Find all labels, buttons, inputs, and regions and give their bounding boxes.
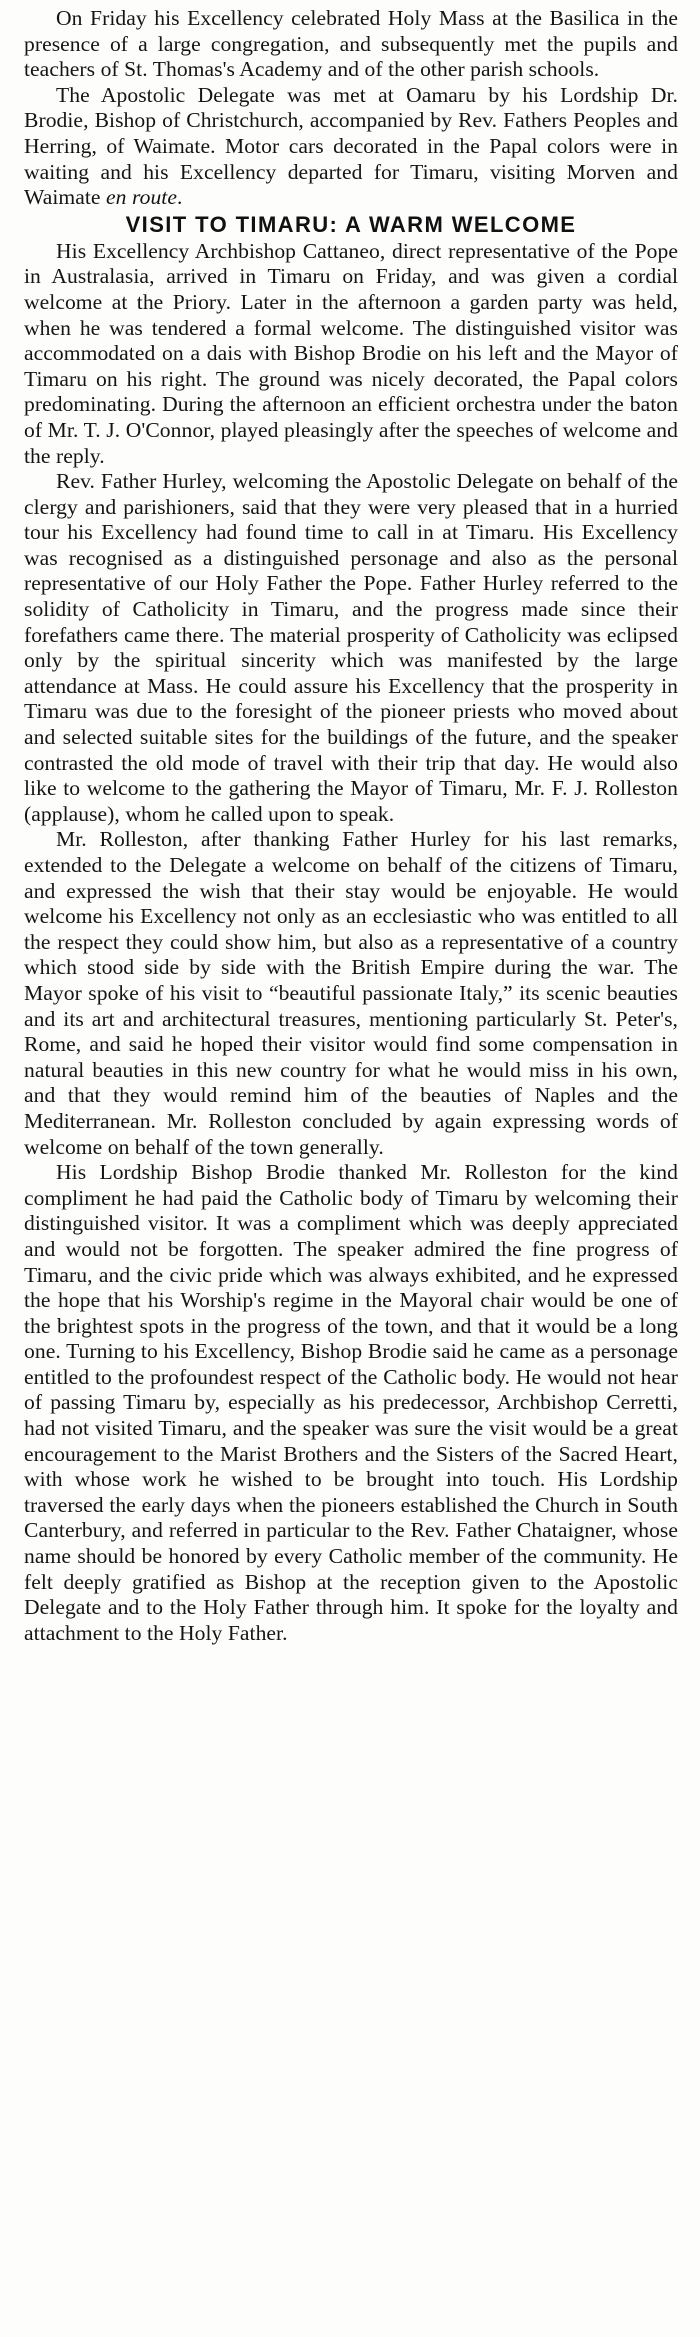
intro-paragraph-italic-phrase: en route [106,185,177,210]
paragraph-arrival-timaru: His Excellency Archbishop Cattaneo, direct representative of the Pope in Australasia, arrived in Timaru on Friday, and was given a cordial welcome at the Priory. Later in the afternoon a garden party was held, when he was tendered a formal welcome. The distinguished visitor was accommodated on a dais with Bishop Brodie on his left and the Mayor of Timaru on his right. The ground was nicely decorated, the Papal colors predominating. During the afternoon an efficient orchestra under the baton of Mr. T. J. O'Connor, played pleasingly after the speeches of welcome and the reply. [24,238,678,468]
paragraph-father-hurley: Rev. Father Hurley, welcoming the Apostolic Delegate on behalf of the clergy and parishioners, said that they were very pleased that in a hurried tour his Excellency had found time to call in at Timaru. His Excellency was recognised as a distinguished personage and also as the personal representative of our Holy Father the Pope. Father Hurley referred to the solidity of Catholicity in Timaru, and the progress made since their forefathers came there. The material prosperity of Catholicity was eclipsed only by the spiritual sincerity which was manifested by the large attendance at Mass. He could assure his Excellency that the prosperity in Timaru was due to the foresight of the pioneer priests who moved about and selected suitable sites for the buildings of the future, and the speaker contrasted the old mode of travel with their trip that day. He would also like to welcome to the gathering the Mayor of Timaru, Mr. F. J. Rolleston (applause), whom he called upon to speak. [24,469,678,826]
intro-paragraph-delegate-text: The Apostolic Delegate was met at Oamaru by his Lordship Dr. Brodie, Bishop of Christchurch, accompanied by Rev. Fathers Peoples and Herring, of Waimate. Motor cars decorated in the Papal colors were in waiting and his Excellency departed for Timaru, visiting Morven and Waimate [24,82,678,210]
paragraph-bishop-brodie: His Lordship Bishop Brodie thanked Mr. Rolleston for the kind compliment he had paid the Catholic body of Timaru by welcoming their distinguished visitor. It was a compliment which was deeply appreciated and would not be forgotten. The speaker admired the fine progress of Timaru, and the civic pride which was always exhibited, and he expressed the hope that his Worship's regime in the Mayoral chair would be one of the brightest spots in the progress of the town, and that it would be a long one. Turning to his Excellency, Bishop Brodie said he came as a personage entitled to the profoundest respect of the Catholic body. He would not hear of passing Timaru by, especially as his predecessor, Archbishop Cerretti, had not visited Timaru, and the speaker was sure the visit would be a great encouragement to the Marist Brothers and the Sisters of the Sacred Heart, with whose work he wished to be brought into touch. His Lordship traversed the early days when the pioneers established the Church in South Canterbury, and referred in particular to the Rev. Father Chataigner, whose name should be honored by every Catholic member of the community. He felt deeply gratified as Bishop at the reception given to the Apostolic Delegate and to the Holy Father through him. It spoke for the loyalty and attachment to the Holy Father. [24,1160,678,1645]
intro-paragraph-delegate-arrival [24,83,678,211]
intro-paragraph-mass: On Friday his Excellency celebrated Holy Mass at the Basilica in the presence of a large congregation, and subsequently met the pupils and teachers of St. Thomas's Academy and of the other parish schools. [24,6,678,82]
article-column [24,6,678,1646]
section-heading: VISIT TO TIMARU: A WARM WELCOME [125,211,577,237]
paragraph-mr-rolleston: Mr. Rolleston, after thanking Father Hurley for his last remarks, extended to the Delegate a welcome on behalf of the citizens of Timaru, and expressed the wish that their stay would be enjoyable. He would welcome his Excellency not only as an ecclesiastic who was entitled to all the respect they could show him, but also as a representative of a country which stood side by side with the British Empire during the war. The Mayor spoke of his visit to “beautiful passionate Italy,” its scenic beauties and its art and architectural treasures, mentioning particularly St. Peter's, Rome, and said he hoped their visitor would find some compensation in natural beauties in this new country for what he would miss in his own, and that they would remind him of the beauties of Naples and the Mediterranean. Mr. Rolleston concluded by again expressing words of welcome on behalf of the town generally. [24,827,678,1159]
intro-paragraph-period: . [176,185,183,210]
